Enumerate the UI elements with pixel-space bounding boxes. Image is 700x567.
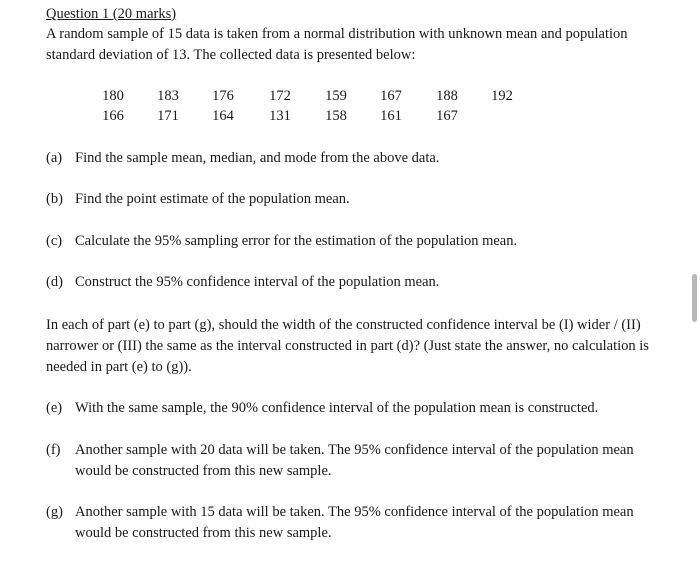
- question-intro: A random sample of 15 data is taken from a normal distribution with unknown mean and population standard deviation of 13. The collected data is presented below:: [46, 26, 628, 63]
- part-text: Another sample with 15 data will be taken. The 95% confidence interval of the population mean would be constructed from this new sample.: [75, 504, 634, 541]
- part-c: [46, 231, 676, 252]
- data-value: 131: [269, 108, 291, 124]
- data-value: 172: [269, 88, 291, 104]
- part-letter: (f): [46, 442, 61, 458]
- part-text: Another sample with 20 data will be taken. The 95% confidence interval of the population mean would be constructed from this new sample.: [75, 442, 634, 479]
- data-value: 188: [436, 88, 458, 104]
- part-d: [46, 272, 676, 293]
- part-text: Find the point estimate of the population mean.: [75, 191, 350, 207]
- part-letter: (g): [46, 504, 63, 520]
- part-e: [46, 398, 676, 419]
- question-heading: Question 1 (20 marks): [46, 6, 177, 22]
- data-value: 180: [102, 88, 124, 104]
- part-b: [46, 189, 676, 210]
- part-f: [46, 440, 676, 482]
- part-text: Find the sample mean, median, and mode from the above data.: [75, 150, 440, 166]
- data-value: 159: [325, 88, 347, 104]
- data-value: 158: [325, 108, 347, 124]
- part-g: [46, 502, 676, 544]
- part-a: [46, 148, 676, 169]
- data-value: 171: [157, 108, 179, 124]
- data-value: 161: [380, 108, 402, 124]
- part-text: With the same sample, the 90% confidence interval of the population mean is constructed.: [75, 400, 599, 416]
- part-letter: (b): [46, 191, 63, 207]
- data-table: [0, 84, 700, 128]
- part-letter: (e): [46, 400, 63, 416]
- part-text: Calculate the 95% sampling error for the estimation of the population mean.: [75, 233, 518, 249]
- part-letter: (d): [46, 274, 63, 290]
- instruction-paragraph: In each of part (e) to part (g), should the width of the constructed confidence interval be (I) wider / (II) narrower or (III) the same as the interval constructed in part (d)? (Just state the answer, no calculation is needed in part (e) to (g)).: [46, 317, 649, 375]
- data-value: 167: [380, 88, 402, 104]
- data-value: 176: [212, 88, 234, 104]
- data-value: 183: [157, 88, 179, 104]
- part-text: Construct the 95% confidence interval of the population mean.: [75, 274, 440, 290]
- data-value: 167: [436, 108, 458, 124]
- part-letter: (c): [46, 233, 63, 249]
- data-value: 166: [102, 108, 124, 124]
- data-value: 192: [491, 88, 513, 104]
- part-letter: (a): [46, 150, 63, 166]
- data-value: 164: [212, 108, 234, 124]
- vertical-scrollbar[interactable]: [692, 274, 697, 322]
